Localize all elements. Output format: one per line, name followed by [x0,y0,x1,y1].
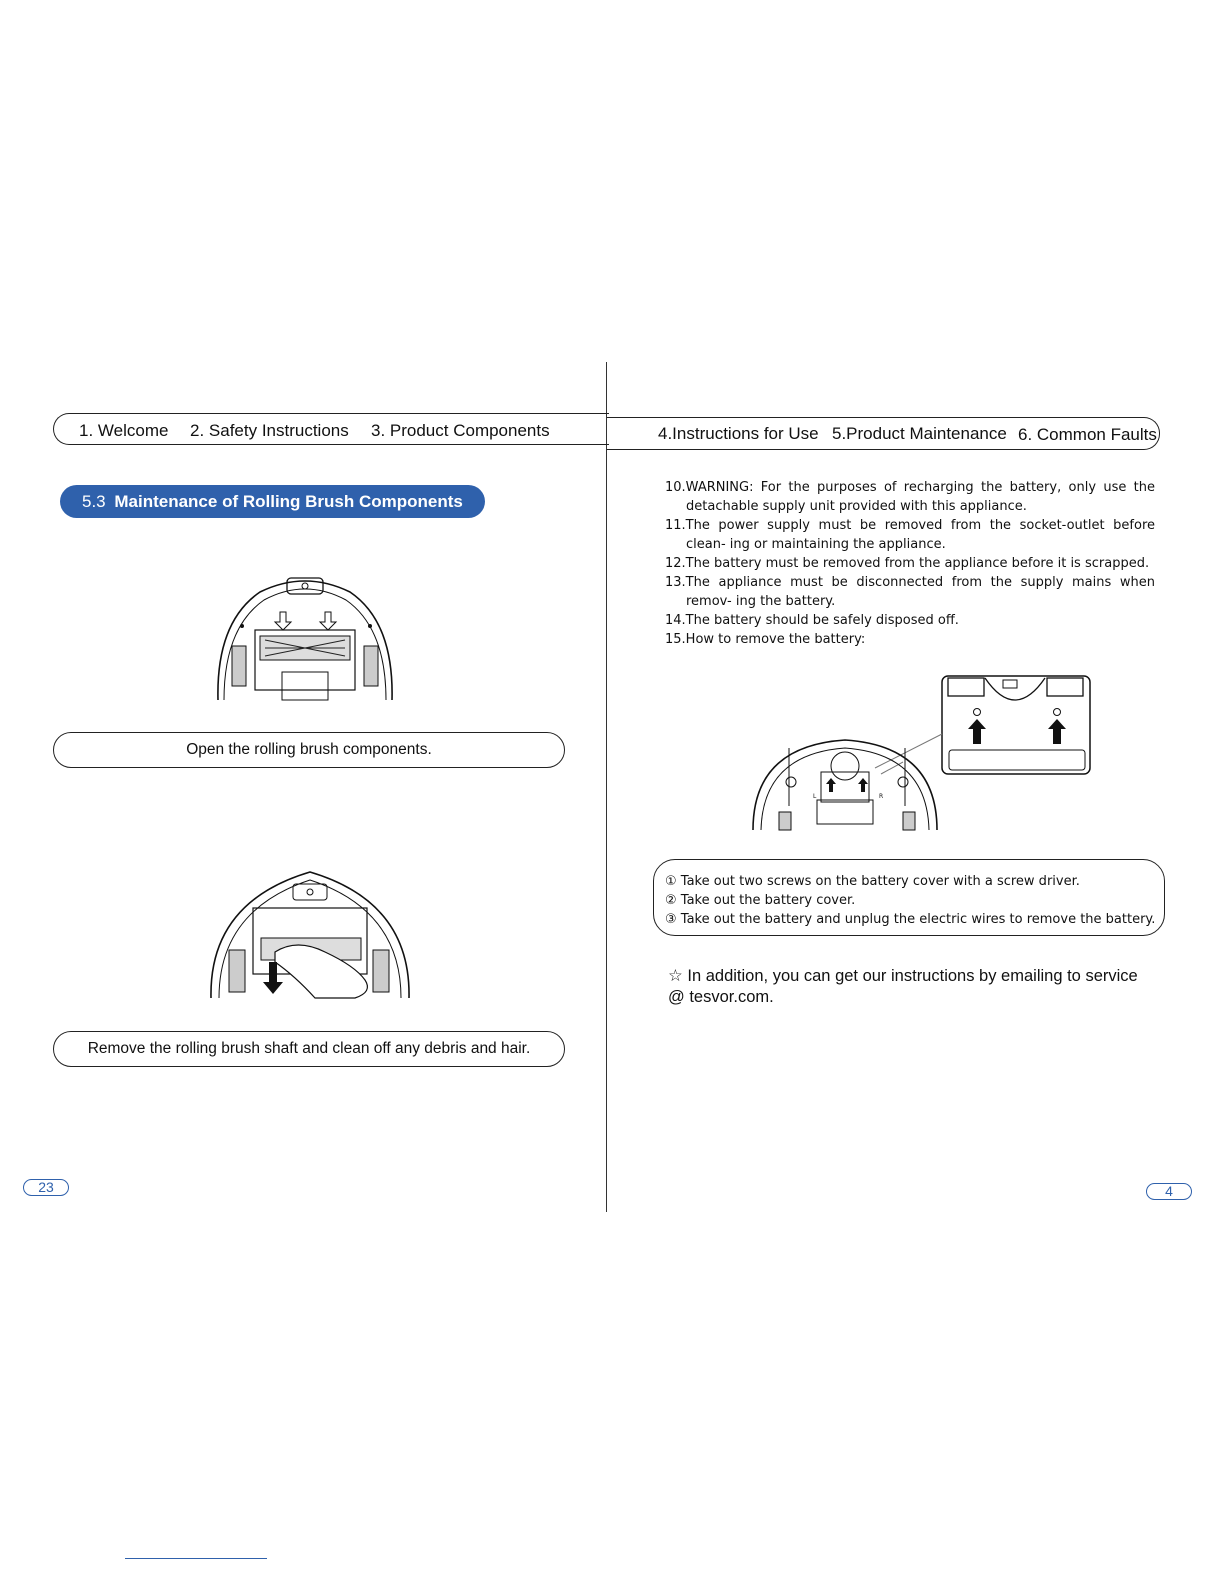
warnings-list [665,478,1155,649]
section-number: 5.3 [82,492,106,511]
warning-item: 12.The battery must be removed from the appliance before it is scrapped. [665,556,1150,571]
step-3: ③ Take out the battery and unplug the electric wires to remove the battery. [665,912,1156,927]
step-2: ② Take out the battery cover. [665,893,856,908]
contact-note: ☆ In addition, you can get our instructions by emailing to service @ tesvor.com. [668,967,1138,1006]
robot-open-brush-illustration [210,572,400,704]
warning-item: 15.How to remove the battery: [665,632,866,647]
nav-product-maintenance[interactable]: 5.Product Maintenance [832,424,1007,443]
section-title-text: Maintenance of Rolling Brush Components [114,492,463,511]
battery-removal-diagram [745,672,1095,832]
page-spine [606,362,607,1212]
page-number-right: 4 [1146,1183,1192,1200]
nav-instructions-for-use[interactable]: 4.Instructions for Use [658,424,819,443]
warning-item: 13.The appliance must be disconnected from the supply mains when remov- ing the battery. [665,575,1155,609]
nav-welcome[interactable]: 1. Welcome [79,421,169,440]
caption-remove-brush: Remove the rolling brush shaft and clean off any debris and hair. [53,1031,565,1067]
robot-remove-brush-illustration [205,866,415,1002]
diagram-label-right: R [879,793,884,800]
warning-item: 14.The battery should be safely disposed off. [665,613,959,628]
warning-item: 11.The power supply must be removed from the socket-outlet before clean- ing or maintaining the appliance. [665,518,1155,552]
nav-common-faults[interactable]: 6. Common Faults [1018,425,1157,444]
step-1: ① Take out two screws on the battery cover with a screw driver. [665,874,1080,889]
diagram-label-left: L [813,793,817,800]
nav-product-components[interactable]: 3. Product Components [371,421,550,440]
caption-open-brush: Open the rolling brush components. [53,732,565,768]
page-number-left: 23 [23,1179,69,1196]
section-title [60,485,485,518]
nav-safety-instructions[interactable]: 2. Safety Instructions [190,421,349,440]
battery-steps-box [653,859,1165,936]
bottom-rule [125,1558,267,1559]
warning-item: 10.WARNING: For the purposes of recharging the battery, only use the detachable supply unit provided with this appliance. [665,480,1155,514]
